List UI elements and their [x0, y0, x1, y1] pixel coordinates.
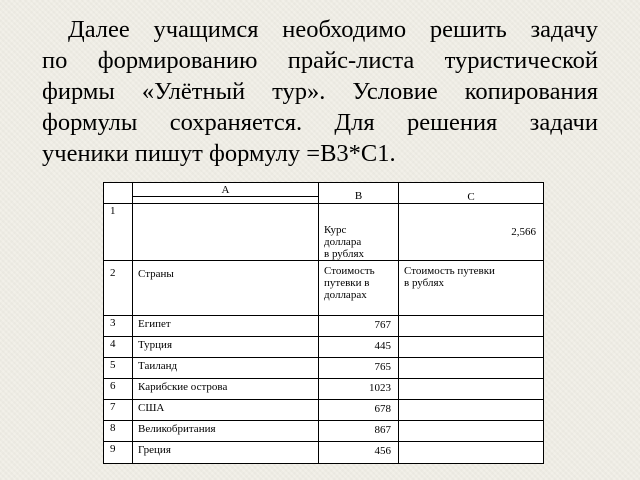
- cell-a8[interactable]: Великобритания: [133, 421, 319, 442]
- row-header[interactable]: 7: [104, 400, 133, 421]
- cell-a1[interactable]: [133, 204, 319, 261]
- paragraph-line: фирмы «Улётный тур». Условие копирования: [42, 78, 598, 105]
- table-row: [104, 400, 544, 421]
- table-row: [104, 337, 544, 358]
- cell-a7[interactable]: США: [133, 400, 319, 421]
- task-paragraph: [42, 14, 598, 169]
- cell-a4[interactable]: Турция: [133, 337, 319, 358]
- row-header[interactable]: 5: [104, 358, 133, 379]
- cell-b9[interactable]: 456: [319, 442, 399, 464]
- cell-b3[interactable]: 767: [319, 316, 399, 337]
- table-row: [104, 421, 544, 442]
- cell-a3[interactable]: Египет: [133, 316, 319, 337]
- cell-a6[interactable]: Карибские острова: [133, 379, 319, 400]
- cell-text-line: путевки в: [324, 277, 370, 289]
- cell-text-line: долларах: [324, 289, 367, 301]
- cell-text-line: доллара: [324, 236, 362, 248]
- cell-text-line: в рублях: [324, 248, 365, 260]
- row-header[interactable]: 2: [104, 261, 133, 316]
- cell-b1[interactable]: [319, 204, 399, 261]
- cell-c3[interactable]: [399, 316, 544, 337]
- cell-text-line: Курс: [324, 224, 347, 236]
- paragraph-line: Далее учащимся необходимо решить задачу: [68, 16, 598, 43]
- corner-cell[interactable]: [104, 183, 133, 204]
- cell-text-line: Стоимость путевки: [404, 265, 495, 277]
- cell-a5[interactable]: Таиланд: [133, 358, 319, 379]
- row-header[interactable]: 3: [104, 316, 133, 337]
- cell-b7[interactable]: 678: [319, 400, 399, 421]
- cell-c7[interactable]: [399, 400, 544, 421]
- table-row: [104, 442, 544, 464]
- row-header[interactable]: 9: [104, 442, 133, 464]
- row-header[interactable]: 6: [104, 379, 133, 400]
- cell-a2[interactable]: Страны: [133, 261, 319, 316]
- paragraph-line: формулы сохраняется. Для решения задачи: [42, 109, 598, 136]
- cell-b8[interactable]: 867: [319, 421, 399, 442]
- cell-c6[interactable]: [399, 379, 544, 400]
- cell-b2[interactable]: [319, 261, 399, 316]
- table-row: [104, 379, 544, 400]
- cell-text-line: Стоимость: [324, 265, 375, 277]
- cell-a9[interactable]: Греция: [133, 442, 319, 464]
- cell-c4[interactable]: [399, 337, 544, 358]
- cell-c1[interactable]: 2,566: [399, 204, 544, 261]
- cell-c5[interactable]: [399, 358, 544, 379]
- cell-b6[interactable]: 1023: [319, 379, 399, 400]
- column-header-b[interactable]: B: [319, 183, 399, 204]
- cell-c8[interactable]: [399, 421, 544, 442]
- header-filler: [133, 197, 319, 204]
- row-header[interactable]: 8: [104, 421, 133, 442]
- row-header[interactable]: 4: [104, 337, 133, 358]
- table-row: [104, 261, 544, 316]
- cell-text-line: в рублях: [404, 277, 445, 289]
- table-row: [104, 316, 544, 337]
- cell-b4[interactable]: 445: [319, 337, 399, 358]
- row-header[interactable]: 1: [104, 204, 133, 261]
- cell-c9[interactable]: [399, 442, 544, 464]
- spreadsheet-table: [103, 182, 544, 464]
- column-header-a[interactable]: A: [133, 183, 319, 197]
- cell-b5[interactable]: 765: [319, 358, 399, 379]
- paragraph-line: по формированию прайс-листа туристической: [42, 47, 598, 74]
- cell-c2[interactable]: [399, 261, 544, 316]
- table-row: [104, 204, 544, 261]
- column-header-c[interactable]: C: [399, 183, 544, 204]
- table-row: [104, 358, 544, 379]
- paragraph-line: ученики пишут формулу =B3*C1.: [42, 140, 396, 167]
